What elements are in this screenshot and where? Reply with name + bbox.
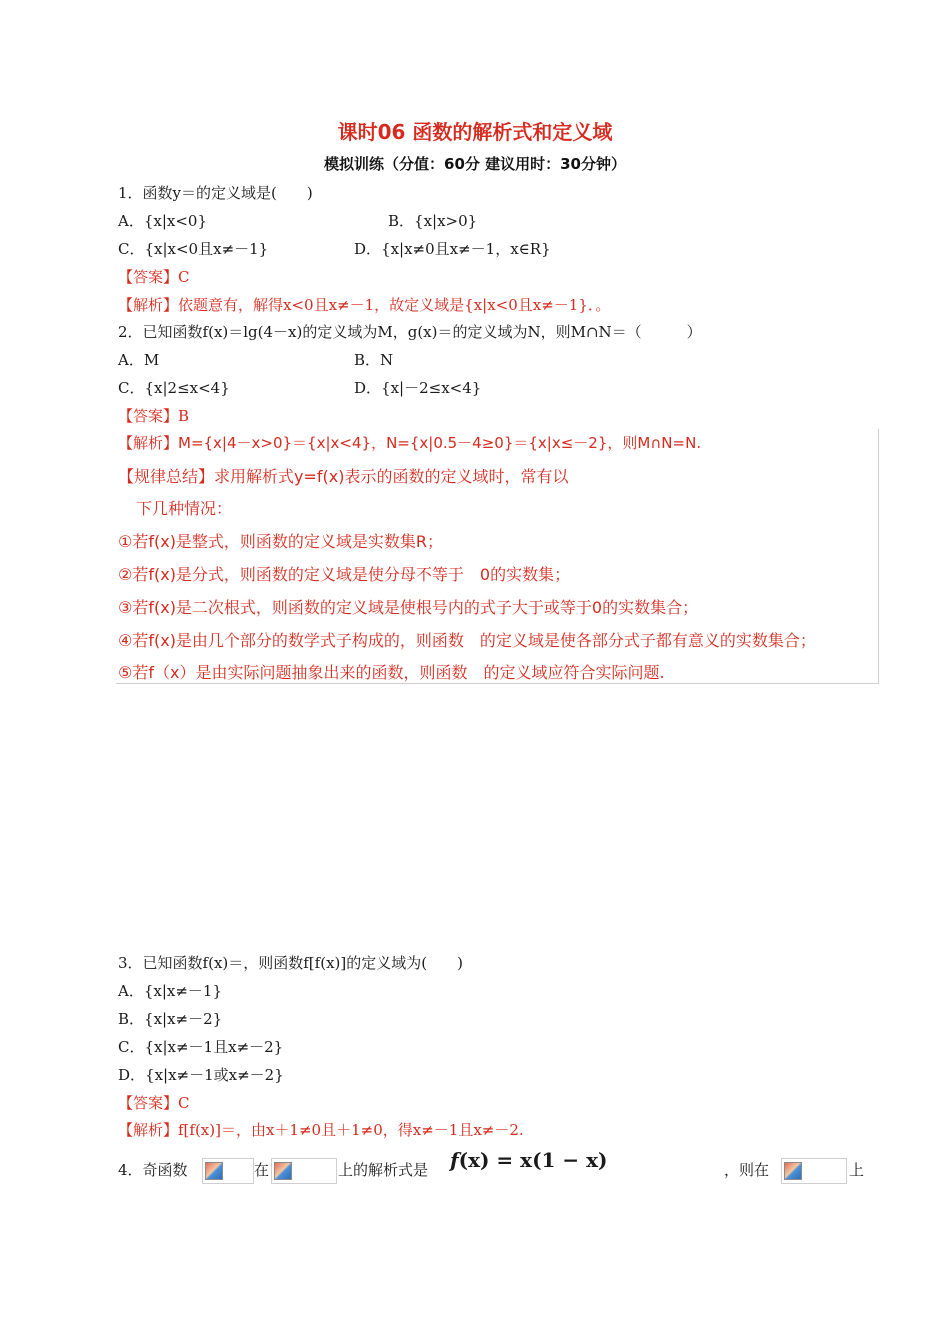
q4-text-part3: 上的解析式是 [338,1161,429,1179]
q3-answer: 【答案】C [118,1094,190,1112]
q2-option-d: D．{x|－2≤x<4} [354,379,482,397]
q2-answer: 【答案】B [118,407,190,425]
missing-formula-image [781,1158,847,1184]
rule-5: ⑤若f（x）是由实际问题抽象出来的函数，则函数 的定义域应符合实际问题. [118,663,665,682]
q3-analysis: 【解析】f[f(x)]＝，由x＋1≠0且＋1≠0，得x≠－1且x≠－2. [118,1121,524,1139]
q1-stem: 1．函数y＝的定义域是( ) [118,184,313,202]
q4-text-part1: 4．奇函数 [118,1161,188,1179]
rule-2: ②若f(x)是分式，则函数的定义域是使分母不等于 0的实数集； [118,565,571,584]
rules-continuation: 下几种情况： [136,499,233,518]
q1-answer: 【答案】C [118,268,190,286]
q2-option-a: A．M [118,351,160,369]
rule-4: ④若f(x)是由几个部分的数学式子构成的，则函数 的定义域是使各部分式子都有意义的实数集合； [118,631,816,650]
page-subtitle: 模拟训练（分值：60分 建议用时：30分钟） [324,155,626,173]
q3-option-b: B．{x|x≠－2} [118,1010,223,1028]
broken-image-icon [784,1162,802,1180]
q2-analysis: 【解析】M={x|4－x>0}＝{x|x<4}，N={x|0.5－4≥0}＝{x|x≤－2}，则M∩N=N. [118,434,702,452]
q4-text-part2: 在 [254,1161,270,1179]
q2-stem: 2．已知函数f(x)＝lg(4－x)的定义域为M，g(x)＝的定义域为N，则M∩N＝（ ） [118,323,702,341]
rules-heading: 【规律总结】求用解析式y=f(x)表示的函数的定义域时，常有以 [118,467,569,486]
q1-option-c: C．{x|x<0且x≠－1} [118,240,269,258]
q3-option-d: D．{x|x≠－1或x≠－2} [118,1066,284,1084]
q4-formula [450,1148,608,1172]
broken-image-icon [205,1162,223,1180]
missing-formula-image [202,1158,254,1184]
q3-option-c: C．{x|x≠－1且x≠－2} [118,1038,284,1056]
q1-option-a: A．{x|x<0} [118,212,208,230]
q2-option-c: C．{x|2≤x<4} [118,379,230,397]
q1-analysis: 【解析】依题意有，解得x<0且x≠－1，故定义域是{x|x<0且x≠－1}．。 [118,296,611,314]
rule-3: ③若f(x)是二次根式，则函数的定义域是使根号内的式子大于或等于0的实数集合； [118,598,699,617]
q3-stem: 3．已知函数f(x)＝，则函数f[f(x)]的定义域为( ) [118,954,463,972]
q1-option-b: B．{x|x>0} [388,212,478,230]
rule-1: ①若f(x)是整式，则函数的定义域是实数集R； [118,532,444,551]
page-title: 课时06 函数的解析式和定义域 [337,120,613,144]
q4-text-part4: ，则在 [724,1161,770,1179]
q3-option-a: A．{x|x≠－1} [118,982,223,1000]
q1-option-d: D．{x|x≠0且x≠－1，x∈R} [354,240,551,258]
q4-text-part5: 上 [849,1161,865,1179]
q2-option-b: B．N [354,351,394,369]
broken-image-icon [274,1162,292,1180]
missing-formula-image [271,1158,337,1184]
formula-function-name: f [450,1148,459,1172]
formula-body: (x) = x(1 − x) [458,1148,608,1172]
